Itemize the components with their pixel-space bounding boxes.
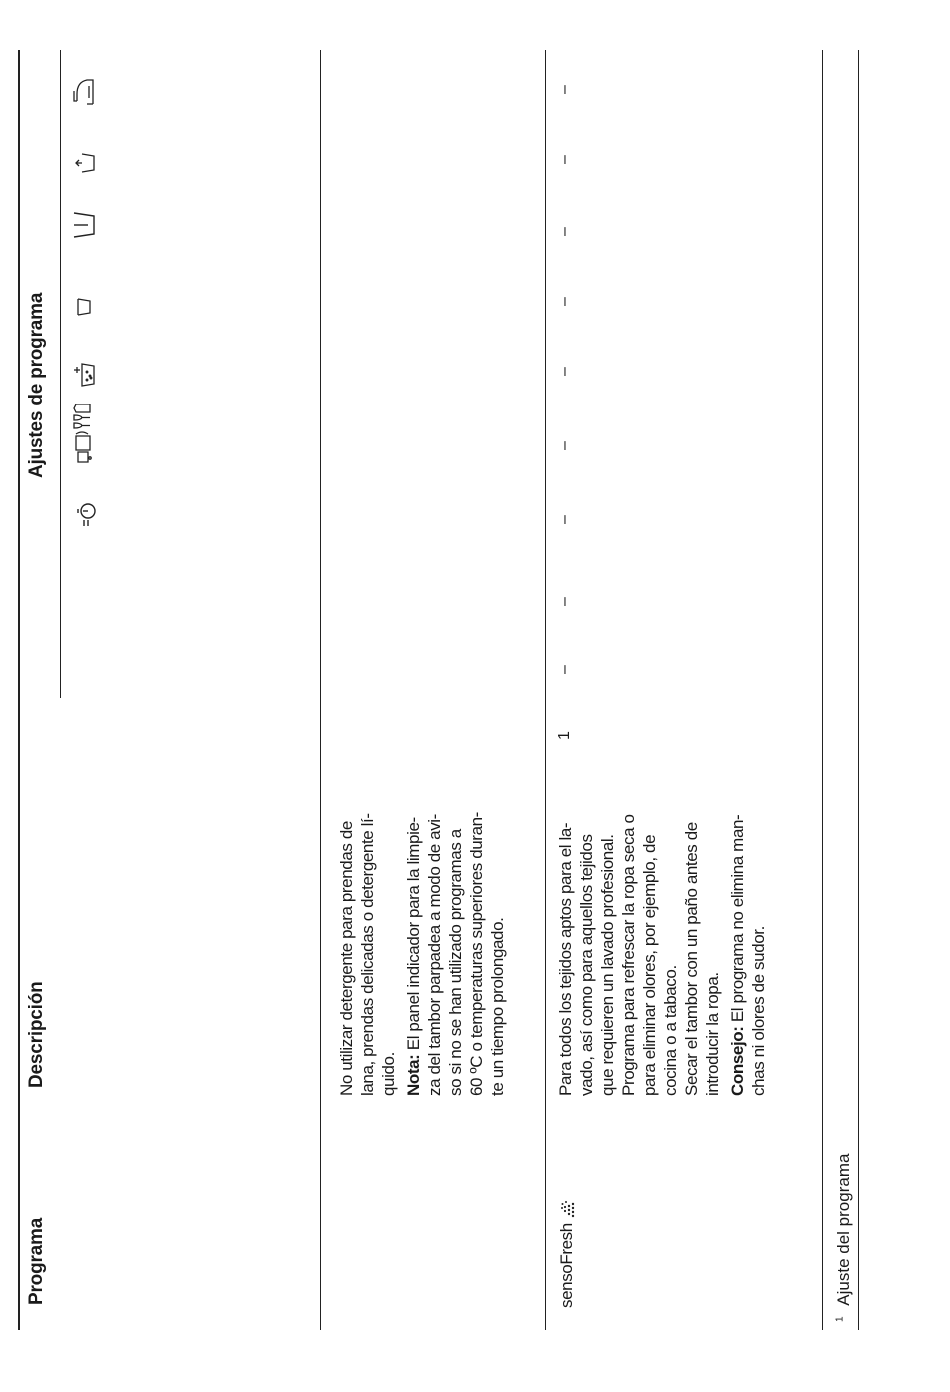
- row1-note-line-2: za del tambor parpadea a modo de avi-: [425, 814, 444, 1096]
- row2-line-5: para eliminar olores, por ejemplo, de: [640, 834, 659, 1096]
- row1-description: [336, 812, 508, 1096]
- table-bottom-rule: [822, 50, 823, 1330]
- row1-note-line-5: te un tiempo prolongado.: [488, 917, 507, 1096]
- stopwatch-icon: [72, 500, 100, 528]
- footnote-mark: 1: [834, 1316, 846, 1322]
- row1-line-3: quido.: [379, 1052, 398, 1096]
- row1-separator: [320, 50, 321, 1330]
- footnote: [834, 1154, 854, 1322]
- row2-line-7: Secar el tambor con un paño antes de: [682, 822, 701, 1096]
- rinse-icon: [72, 296, 94, 318]
- row1-line-2: lana, prendas delicadas o detergente lí-: [358, 813, 377, 1096]
- header-ajustes: Ajustes de programa: [26, 292, 47, 478]
- header-programa: Programa: [26, 1217, 47, 1305]
- row1-note-line-4: 60 ºC o temperaturas superiores duran-: [467, 812, 486, 1096]
- soiling-icon: [70, 404, 104, 464]
- sensofresh-icon: [560, 1199, 576, 1219]
- row1-note-line-3: so si no se han utilizado programas a: [446, 829, 465, 1096]
- program-name: sensoFresh: [557, 1223, 576, 1308]
- table-top-rule: [18, 50, 20, 1330]
- row2-line-4: Programa para refrescar la ropa seca o: [619, 814, 638, 1096]
- row2-line-3: que requieren un lavado profesional.: [598, 834, 617, 1096]
- value-cell: –: [556, 597, 573, 606]
- row2-line-2: vado, así como para aquellos tejidos: [577, 834, 596, 1096]
- value-cell: –: [556, 227, 573, 236]
- value-cell: –: [556, 665, 573, 674]
- rinse-plus-icon: [72, 150, 98, 176]
- row2-tip: [727, 815, 748, 1097]
- row2-tip-line-2: chas ni olores de sudor.: [749, 926, 768, 1096]
- note-label: Nota:: [404, 1054, 423, 1096]
- footnote-rule: [858, 50, 859, 1330]
- ajustes-underline: [60, 50, 61, 698]
- tip-label: Consejo:: [728, 1026, 747, 1096]
- value-cell: –: [556, 515, 573, 524]
- prewash-icon: [70, 360, 100, 390]
- value-cell: –: [556, 85, 573, 94]
- row2-line-1: Para todos los tejidos aptos para el la-: [556, 822, 575, 1096]
- row2-tip-line-1: El programa no elimina man-: [728, 814, 747, 1027]
- program-sensofresh: [556, 1199, 577, 1308]
- value-cell: –: [556, 155, 573, 164]
- drain-icon: [70, 210, 100, 240]
- row1-note: [403, 812, 424, 1096]
- row2-line-8: introducir la ropa.: [703, 972, 722, 1096]
- value-cell: –: [556, 297, 573, 306]
- header-descripcion: Descripción: [26, 981, 47, 1088]
- value-cell: –: [556, 441, 573, 450]
- row1-note-line-1: El panel indicador para la limpie-: [404, 817, 423, 1055]
- row2-line-6: cocina o a tabaco.: [661, 965, 680, 1096]
- footnote-text: Ajuste del programa: [834, 1153, 853, 1306]
- iron-icon: [70, 76, 100, 108]
- value-cell: 1: [556, 731, 573, 740]
- row2-description: [555, 815, 769, 1097]
- row1-line-1: No utilizar detergente para prendas de: [337, 821, 356, 1096]
- value-cell: –: [556, 367, 573, 376]
- row2-separator: [545, 50, 546, 1330]
